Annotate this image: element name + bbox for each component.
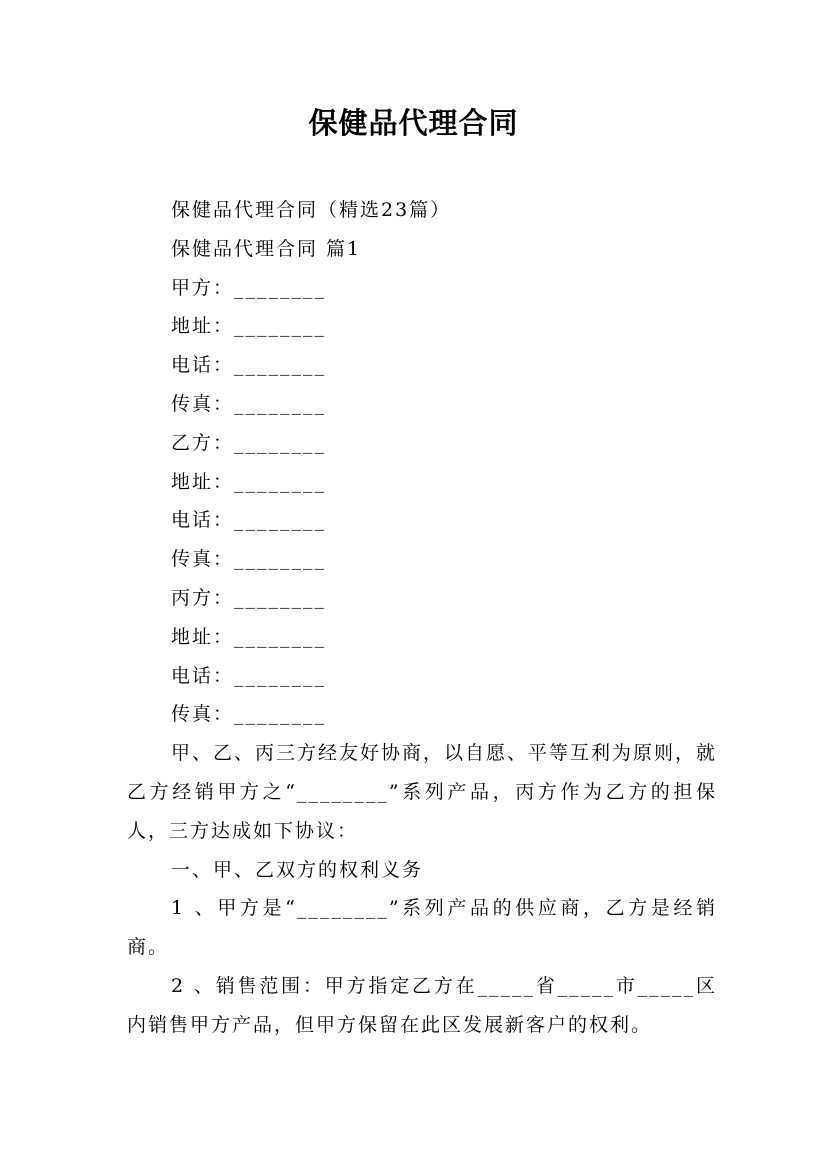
party-c-address-field: 地址：________	[171, 625, 327, 648]
party-b-fax-field: 传真：________	[171, 548, 327, 571]
document-title: 保健品代理合同	[308, 106, 519, 140]
document-subtitle: 保健品代理合同（精选23篇）	[171, 199, 452, 221]
section-heading: 保健品代理合同 篇1	[171, 237, 362, 260]
party-c-phone-field: 电话：________	[171, 664, 327, 687]
party-a-address-field: 地址：________	[171, 315, 327, 338]
document-body	[127, 191, 717, 1045]
party-a-field: 甲方：________	[171, 276, 327, 299]
clause-heading: 一、甲、乙双方的权利义务	[171, 858, 424, 881]
party-c-fax-field: 传真：________	[171, 703, 327, 726]
party-b-address-field: 地址：________	[171, 470, 327, 493]
party-b-phone-field: 电话：________	[171, 509, 327, 532]
clause-1: 1 、甲方是“________”系列产品的供应商，乙方是经销商。	[127, 897, 717, 959]
clause-2: 2 、销售范围：甲方指定乙方在_____省_____市_____区内销售甲方产品，但甲方保留在此区发展新客户的权利。	[127, 974, 717, 1036]
party-a-fax-field: 传真：________	[171, 392, 327, 415]
party-a-phone-field: 电话：________	[171, 354, 327, 377]
party-c-field: 丙方：________	[171, 586, 327, 609]
intro-paragraph: 甲、乙、丙三方经友好协商，以自愿、平等互利为原则，就乙方经销甲方之“________”系列产品，丙方作为乙方的担保人，三方达成如下协议：	[127, 742, 718, 842]
party-b-field: 乙方：________	[171, 431, 327, 454]
